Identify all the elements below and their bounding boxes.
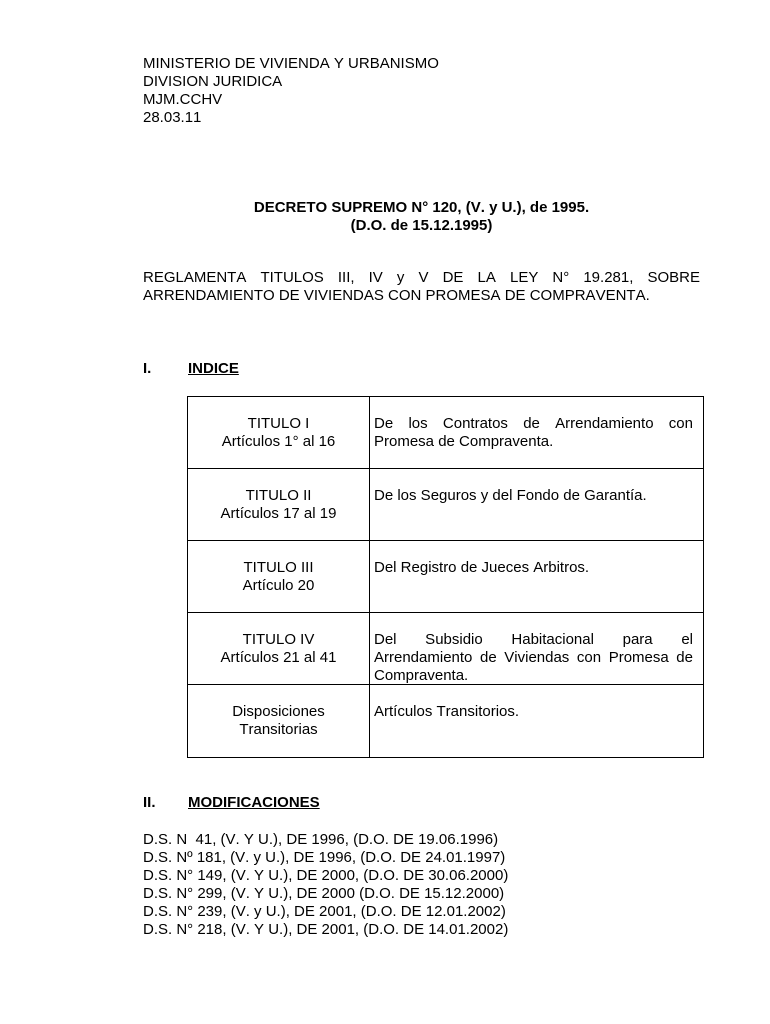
article-range: Artículos 17 al 19 — [220, 505, 337, 522]
reference-code: MJM.CCHV — [143, 91, 223, 108]
description-cell: De los Seguros y del Fondo de Garantía. — [374, 487, 647, 504]
modifications-list — [143, 831, 508, 939]
list-item: D.S. N° 218, (V. Y U.), DE 2001, (D.O. DE 14.01.2002) — [143, 921, 509, 938]
table-row — [188, 469, 703, 541]
section-number: II. — [143, 794, 156, 811]
description-cell: De los Contratos de Arrendamiento con Promesa de Compraventa. — [374, 415, 693, 450]
list-item: D.S. N° 299, (V. Y U.), DE 2000 (D.O. DE 15.12.2000) — [143, 885, 505, 902]
decree-title-block — [143, 199, 700, 235]
list-item: D.S. N 41, (V. Y U.), DE 1996, (D.O. DE 19.06.1996) — [143, 831, 499, 848]
list-item: D.S. N° 149, (V. Y U.), DE 2000, (D.O. DE 30.06.2000) — [143, 867, 509, 884]
title-cell — [188, 469, 370, 540]
decree-summary: REGLAMENTA TITULOS III, IV y V DE LA LEY N° 19.281, SOBRE ARRENDAMIENTO DE VIVIENDAS CON PROMESA DE COMPRAVENTA. — [143, 269, 700, 304]
document-date: 28.03.11 — [143, 109, 202, 126]
table-row — [188, 397, 703, 469]
ministry-name: MINISTERIO DE VIVIENDA Y URBANISMO — [143, 55, 439, 72]
decree-title: DECRETO SUPREMO N° 120, (V. y U.), de 1995. — [253, 199, 590, 216]
title-label: Disposiciones — [232, 703, 325, 720]
article-range: Artículos 1° al 16 — [221, 433, 336, 450]
title-label: TITULO IV — [242, 631, 315, 648]
description-cell: Del Subsidio Habitacional para el Arrendamiento de Viviendas con Promesa de Compraventa. — [374, 631, 693, 684]
title-label: TITULO II — [245, 487, 312, 504]
section-heading-index: INDICE — [188, 360, 239, 377]
table-row — [188, 541, 703, 613]
issuer-header — [143, 55, 439, 127]
article-range: Artículo 20 — [242, 577, 315, 594]
title-cell — [188, 397, 370, 468]
title-cell — [188, 685, 370, 757]
title-label: TITULO I — [247, 415, 310, 432]
index-table — [187, 396, 704, 758]
title-cell — [188, 613, 370, 684]
list-item: D.S. N° 239, (V. y U.), DE 2001, (D.O. DE 12.01.2002) — [143, 903, 506, 920]
article-range: Artículos 21 al 41 — [220, 649, 337, 666]
table-row — [188, 613, 703, 685]
section-heading-modifications: MODIFICACIONES — [188, 794, 320, 811]
title-label: TITULO III — [243, 559, 314, 576]
title-label-continued: Transitorias — [239, 721, 318, 738]
section-number: I. — [143, 360, 152, 377]
description-cell: Del Registro de Jueces Arbitros. — [374, 559, 590, 576]
title-cell — [188, 541, 370, 612]
publication-date: (D.O. de 15.12.1995) — [350, 217, 493, 234]
description-cell: Artículos Transitorios. — [374, 703, 520, 720]
list-item: D.S. Nº 181, (V. y U.), DE 1996, (D.O. DE 24.01.1997) — [143, 849, 506, 866]
table-row — [188, 685, 703, 757]
division-name: DIVISION JURIDICA — [143, 73, 283, 90]
